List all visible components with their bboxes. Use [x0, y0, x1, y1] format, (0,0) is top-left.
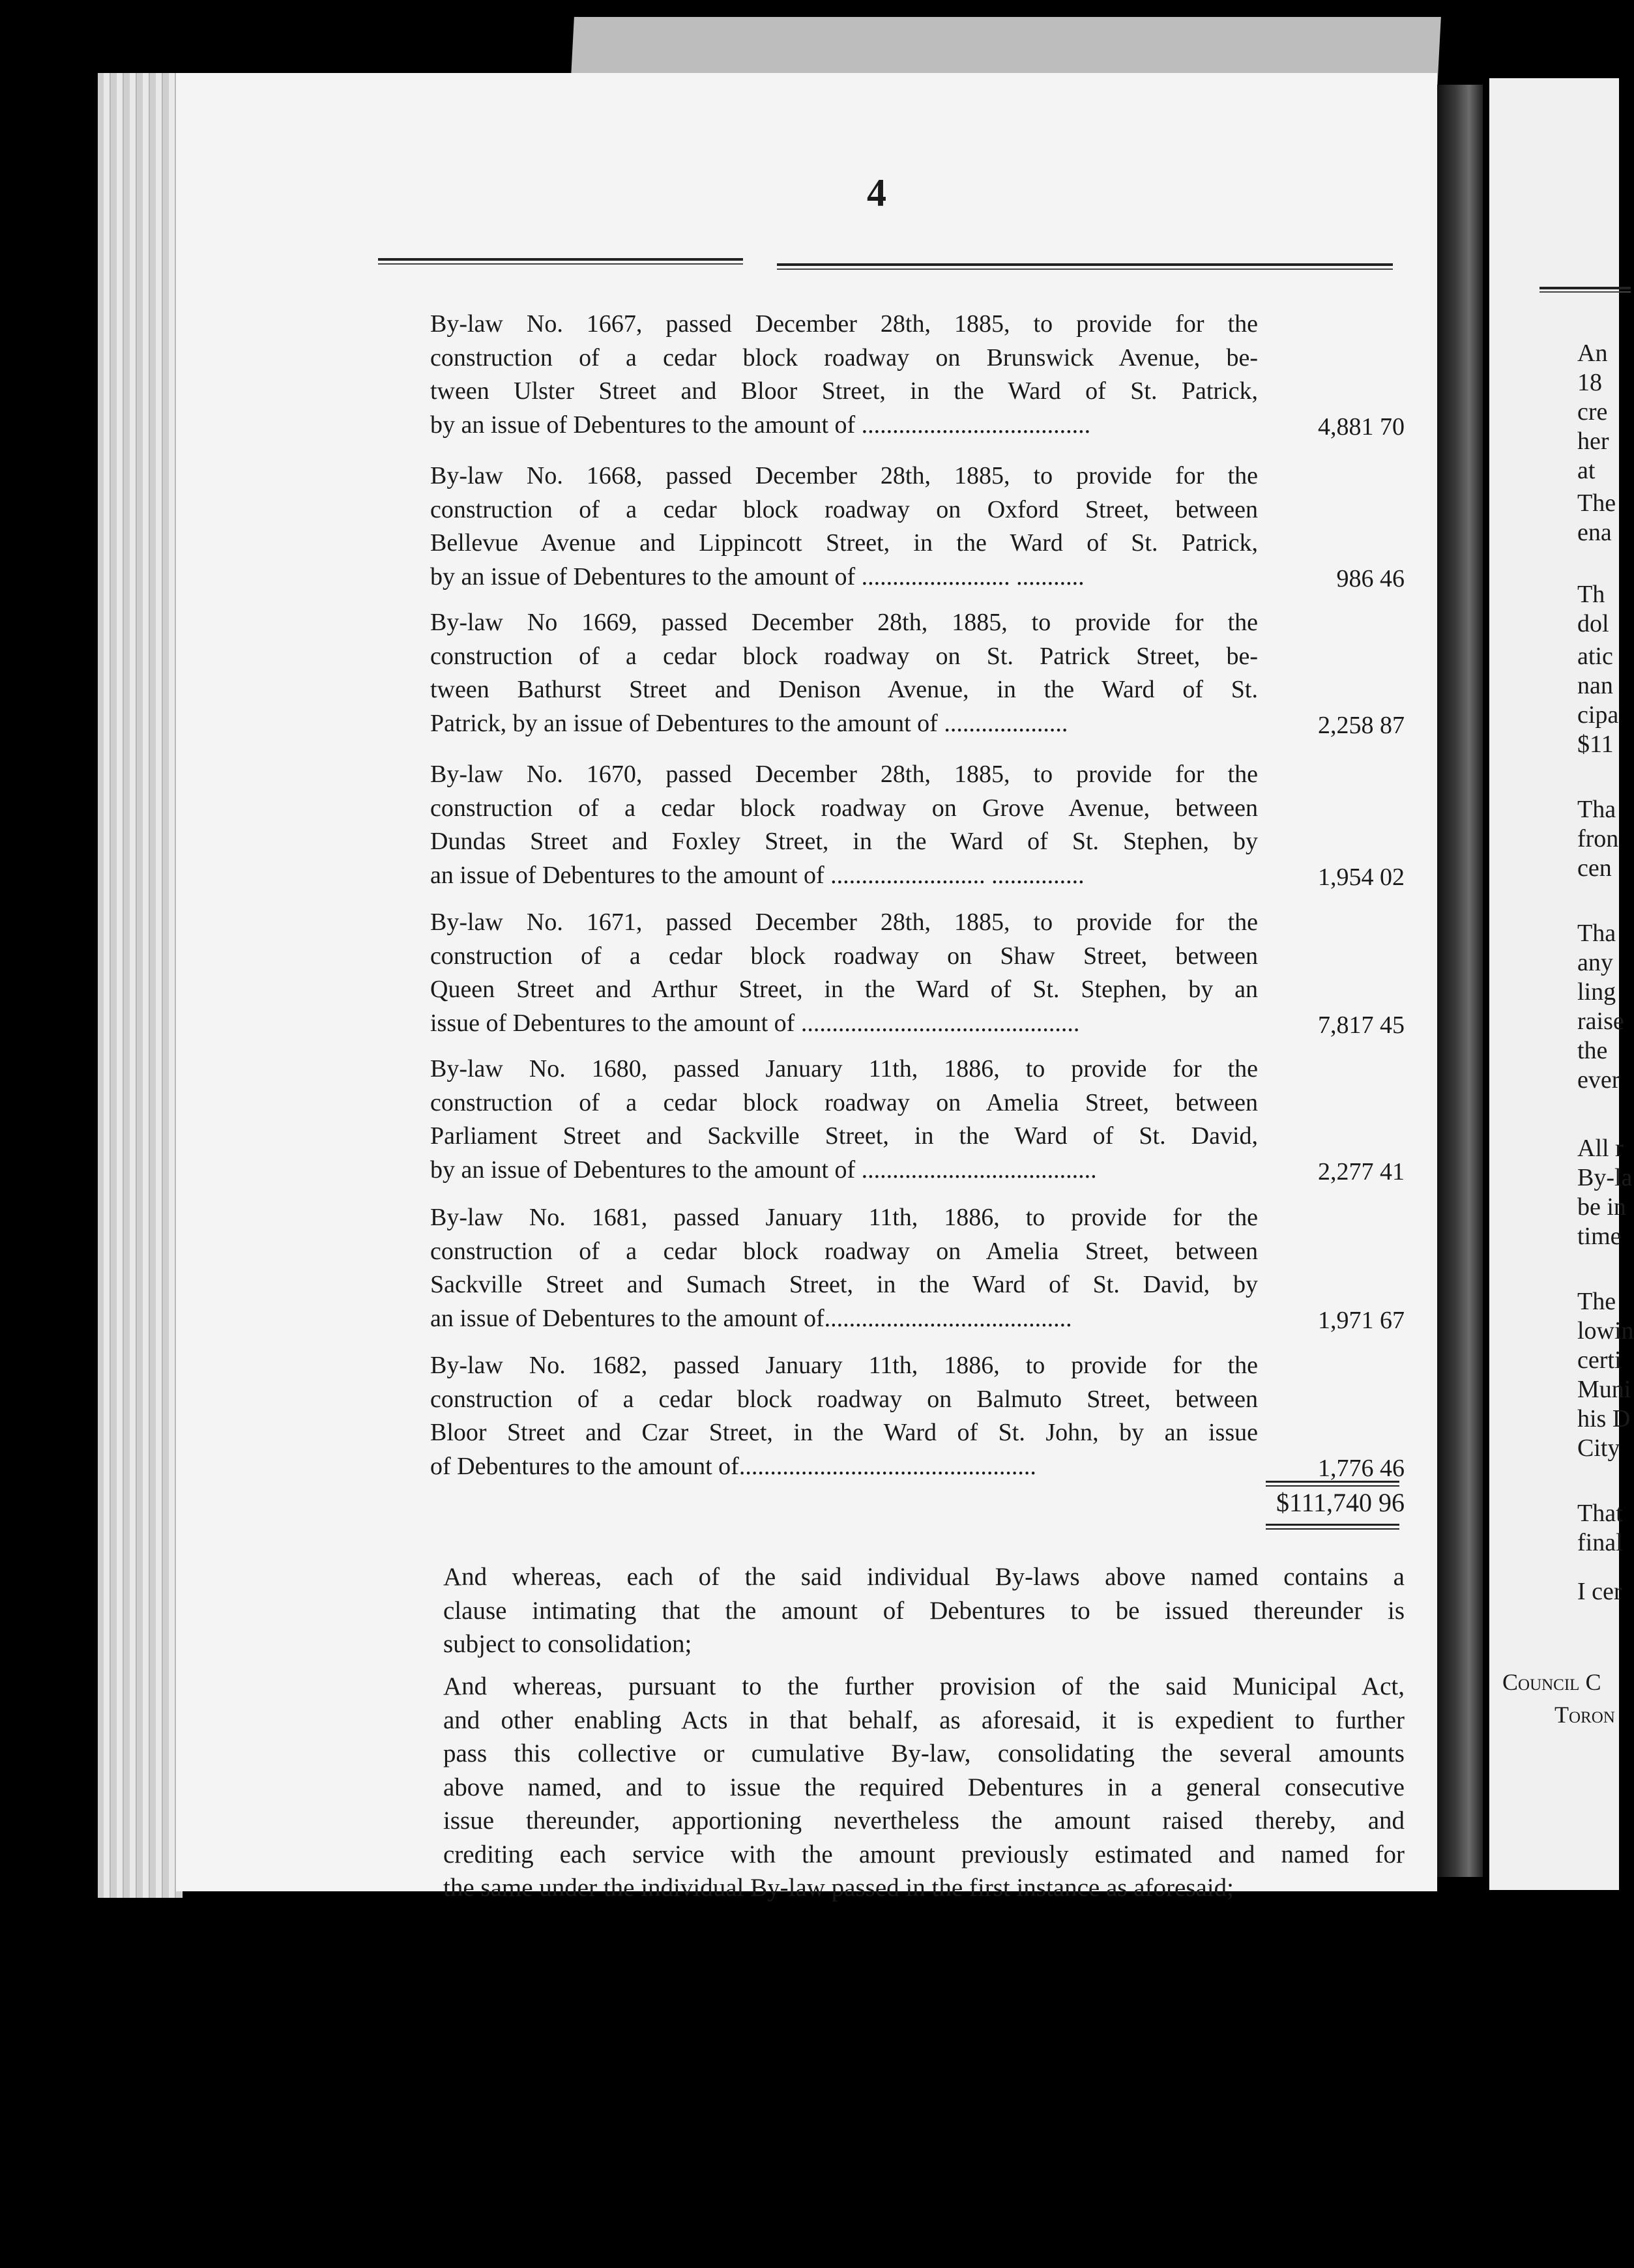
facing-page-fragment: An	[1577, 340, 1608, 367]
paragraph-line: clause intimating that the amount of Debentures to be issued thereunder is	[443, 1596, 1405, 1625]
bylaw-line: construction of a cedar block roadway on St. Patrick Street, be-	[430, 642, 1258, 670]
bylaw-line: by an issue of Debentures to the amount of ........................ ...........	[430, 562, 1085, 590]
facing-page-fragment: 18	[1577, 369, 1602, 396]
bylaw-line: by an issue of Debentures to the amount of .....................................	[430, 411, 1091, 439]
facing-page-fragment: certi	[1577, 1346, 1622, 1374]
facing-page-fragment: his D	[1577, 1405, 1631, 1432]
bylaw-amount: 2,258 87	[1318, 711, 1405, 739]
paragraph-line: And whereas, pursuant to the further provision of the said Municipal Act,	[443, 1672, 1405, 1700]
bylaw-line: tween Ulster Street and Bloor Street, in the Ward of St. Patrick,	[430, 377, 1258, 405]
bylaw-entry	[430, 906, 1258, 1040]
facing-page-fragment: The	[1577, 1288, 1616, 1315]
facing-page-fragment: at	[1577, 457, 1596, 484]
paragraph-line: crediting each service with the amount previously estimated and named for	[443, 1840, 1405, 1868]
bylaw-line: an issue of Debentures to the amount of ......................... ...............	[430, 861, 1085, 889]
paragraph-line: above named, and to issue the required Debentures in a general consecutive	[443, 1773, 1405, 1801]
bylaw-line: issue of Debentures to the amount of .............................................	[430, 1009, 1080, 1037]
facing-page-fragment: the	[1577, 1037, 1608, 1064]
facing-page-fragment: ena	[1577, 519, 1612, 546]
total-rule-bottom	[1266, 1524, 1399, 1530]
bylaw-line: construction of a cedar block roadway on Shaw Street, between	[430, 942, 1258, 970]
bylaw-line: By-law No 1669, passed December 28th, 1885, to provide for the	[430, 609, 1258, 636]
facing-page-fragment: atic	[1577, 643, 1613, 670]
header-rule-right	[777, 263, 1393, 270]
facing-page-fragment: Tha	[1577, 796, 1616, 823]
bylaw-entry	[430, 1053, 1258, 1187]
facing-page-fragment: her	[1577, 428, 1609, 455]
bylaw-line: Patrick, by an issue of Debentures to the amount of ....................	[430, 709, 1068, 737]
bylaw-line: By-law No. 1667, passed December 28th, 1885, to provide for the	[430, 310, 1258, 338]
facing-page-fragment: dol	[1577, 610, 1609, 637]
whereas-paragraph	[443, 1670, 1405, 1905]
facing-page-footer: Toron	[1554, 1702, 1615, 1728]
bylaw-line: by an issue of Debentures to the amount of ......................................	[430, 1156, 1097, 1184]
whereas-paragraph	[443, 1560, 1405, 1661]
facing-page-fragment: nan	[1577, 672, 1613, 699]
facing-page-fragment: raise	[1577, 1008, 1624, 1035]
bylaw-entry	[430, 1349, 1258, 1483]
bylaw-entry	[430, 606, 1258, 740]
facing-page-rule	[1539, 287, 1631, 293]
bylaw-line: Bellevue Avenue and Lippincott Street, in the Ward of St. Patrick,	[430, 529, 1258, 557]
bylaw-line: By-law No. 1670, passed December 28th, 1885, to provide for the	[430, 761, 1258, 788]
bylaw-line: construction of a cedar block roadway on Balmuto Street, between	[430, 1385, 1258, 1413]
bylaw-line: By-law No. 1682, passed January 11th, 1886, to provide for the	[430, 1352, 1258, 1379]
bylaw-amount: 4,881 70	[1318, 413, 1405, 441]
bylaw-line: of Debentures to the amount of................................................	[430, 1452, 1036, 1480]
facing-page-footer: Council C	[1502, 1669, 1601, 1695]
facing-page-fragment: The	[1577, 489, 1616, 517]
bylaw-line: tween Bathurst Street and Denison Avenue, in the Ward of St.	[430, 676, 1258, 703]
bylaw-line: construction of a cedar block roadway on Grove Avenue, between	[430, 794, 1258, 822]
bylaw-line: Bloor Street and Czar Street, in the Ward of St. John, by an issue	[430, 1419, 1258, 1446]
facing-page-fragment: All r	[1577, 1135, 1624, 1162]
bylaw-line: Queen Street and Arthur Street, in the Ward of St. Stephen, by an	[430, 976, 1258, 1003]
facing-page-fragment: ever	[1577, 1066, 1620, 1094]
facing-page-fragment: I cer	[1577, 1578, 1622, 1605]
page-stack-edge	[98, 73, 182, 1898]
bylaw-entry	[430, 1201, 1258, 1335]
paragraph-line: pass this collective or cumulative By-law, consolidating the several amounts	[443, 1739, 1405, 1767]
bylaw-line: construction of a cedar block roadway on Brunswick Avenue, be-	[430, 343, 1258, 371]
bylaw-line: construction of a cedar block roadway on Amelia Street, between	[430, 1088, 1258, 1116]
bylaw-line: Dundas Street and Foxley Street, in the Ward of St. Stephen, by	[430, 828, 1258, 855]
facing-page-fragment: City	[1577, 1434, 1620, 1462]
paragraph-line: subject to consolidation;	[443, 1630, 692, 1658]
bylaw-line: Parliament Street and Sackville Street, in the Ward of St. David,	[430, 1122, 1258, 1150]
facing-page-fragment: time	[1577, 1223, 1622, 1250]
bylaw-amount: 1,776 46	[1318, 1454, 1405, 1482]
bylaw-line: construction of a cedar block roadway on Amelia Street, between	[430, 1237, 1258, 1265]
bylaw-entry	[430, 459, 1258, 594]
paragraph-line: issue thereunder, apportioning nevertheless the amount raised thereby, and	[443, 1807, 1405, 1835]
bylaw-entry	[430, 308, 1258, 442]
bylaw-amount: 1,971 67	[1318, 1306, 1405, 1334]
facing-page-fragment: cipa	[1577, 701, 1619, 729]
paragraph-line: the same under the individual By-law passed in the first instance as aforesaid;	[443, 1874, 1234, 1902]
facing-page-fragment: final	[1577, 1529, 1623, 1556]
page-number: 4	[867, 171, 886, 214]
facing-page-fragment: cen	[1577, 854, 1612, 882]
facing-page-fragment: Th	[1577, 581, 1605, 608]
facing-page-fragment: be in	[1577, 1193, 1626, 1221]
paragraph-line: and other enabling Acts in that behalf, as aforesaid, it is expedient to further	[443, 1706, 1405, 1734]
bylaw-line: Sackville Street and Sumach Street, in the Ward of St. David, by	[430, 1271, 1258, 1298]
bylaw-line: By-law No. 1681, passed January 11th, 1886, to provide for the	[430, 1204, 1258, 1231]
facing-page-fragment: lowin	[1577, 1317, 1634, 1345]
bylaw-entry	[430, 758, 1258, 892]
bylaw-line: By-law No. 1671, passed December 28th, 1885, to provide for the	[430, 909, 1258, 936]
facing-page-fragment: any	[1577, 949, 1613, 976]
bylaw-amount: 1,954 02	[1318, 863, 1405, 891]
paragraph-line: And whereas, each of the said individual By-laws above named contains a	[443, 1563, 1405, 1591]
total-rule-top	[1266, 1481, 1399, 1487]
facing-page-fragment: ling	[1577, 978, 1616, 1006]
bylaw-line: By-law No. 1680, passed January 11th, 1886, to provide for the	[430, 1055, 1258, 1083]
bylaw-total: $111,740 96	[1276, 1488, 1405, 1517]
bylaw-amount: 986 46	[1336, 564, 1405, 592]
bylaw-amount: 2,277 41	[1318, 1157, 1405, 1185]
bylaw-line: an issue of Debentures to the amount of........................................	[430, 1304, 1072, 1332]
facing-page-fragment: By-la	[1577, 1164, 1633, 1191]
facing-page-fragment: cre	[1577, 398, 1608, 426]
book-gutter	[1437, 85, 1483, 1877]
bylaw-amount: 7,817 45	[1318, 1011, 1405, 1039]
facing-page-fragment: fron	[1577, 825, 1619, 852]
header-rule-left	[378, 258, 743, 265]
bylaw-line: construction of a cedar block roadway on Oxford Street, between	[430, 495, 1258, 523]
facing-page-fragment: Muni	[1577, 1376, 1631, 1403]
bylaw-line: By-law No. 1668, passed December 28th, 1885, to provide for the	[430, 462, 1258, 489]
facing-page-fragment: Tha	[1577, 920, 1616, 947]
facing-page-fragment: $11	[1577, 731, 1614, 758]
facing-page-fragment: That	[1577, 1500, 1623, 1527]
